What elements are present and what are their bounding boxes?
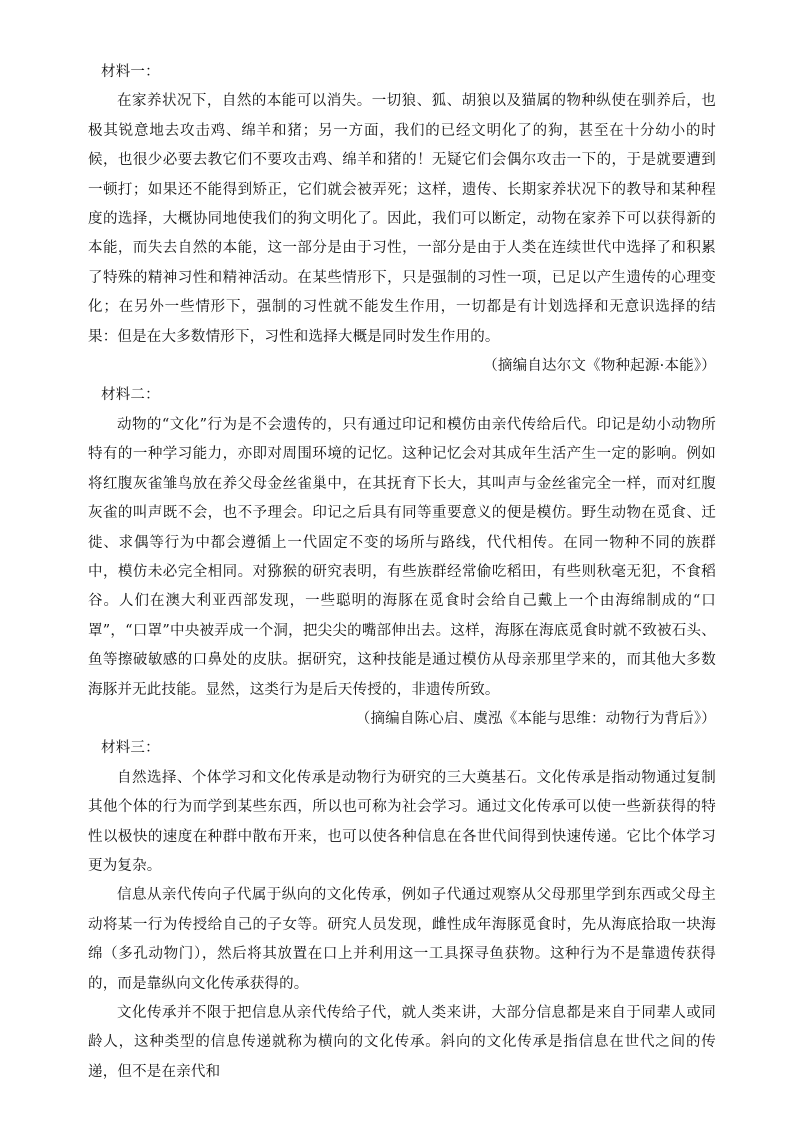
material-3-paragraph-2: 信息从亲代传向子代属于纵向的文化传承，例如子代通过观察从父母那里学到东西或父母主动将某一行为传授给自己的子女等。研究人员发现，雌性成年海豚觅食时，先从海底拾取一块海绵（多孔动物门），然后将其放置在口上并利用这一工具探寻鱼获物。这种行为不是靠遗传获得的，而是靠纵向文化传承获得的。 bbox=[88, 887, 716, 992]
material-1-paragraph: 在家养状况下，自然的本能可以消失。一切狼、狐、胡狼以及猫属的物种纵使在驯养后，也极其锐意地去攻击鸡、绵羊和猪；另一方面，我们的已经文明化了的狗，甚至在十分幼小的时候，也很少必要去教它们不要攻击鸡、绵羊和猪的！无疑它们会偶尔攻击一下的，于是就要遭到一顿打；如果还不能得到矫正，它们就会被弄死；这样，遗传、长期家养状况下的教导和某种程度的选择，大概协同地使我们的狗文明化了。因此，我们可以断定，动物在家养下可以获得新的本能，而失去自然的本能，这一部分是由于习性，一部分是由于人类在连续世代中选择了和积累了特殊的精神习性和精神活动。在某些情形下，只是强制的习性一项，已足以产生遗传的心理变化；在另外一些情形下，强制的习性就不能发生作用，一切都是有计划选择和无意识选择的结果：但是在大多数情形下，习性和选择大概是同时发生作用的。 bbox=[88, 93, 716, 345]
material-2-heading: 材料二： bbox=[101, 387, 160, 404]
material-3-paragraph-1: 自然选择、个体学习和文化传承是动物行为研究的三大奠基石。文化传承是指动物通过复制其他个体的行为而学到某些东西，所以也可称为社会学习。通过文化传承可以使一些新获得的特性以极快的速度在种群中散布开来，也可以使各种信息在各世代间得到快速传递。它比个体学习更为复杂。 bbox=[88, 769, 716, 874]
material-1-citation: （摘编自达尔文《物种起源·本能》） bbox=[483, 358, 716, 375]
material-3-paragraph-3: 文化传承并不限于把信息从亲代传给子代，就人类来讲，大部分信息都是来自于同辈人或同龄人，这种类型的信息传递就称为横向的文化传承。斜向的文化传承是指信息在世代之间的传递，但不是在亲代和 bbox=[88, 1005, 716, 1080]
material-1-heading: 材料一： bbox=[101, 64, 160, 80]
document-body bbox=[88, 58, 716, 1087]
material-2-paragraph: 动物的“文化”行为是不会遗传的，只有通过印记和模仿由亲代传给后代。印记是幼小动物所特有的一种学习能力，亦即对周围环境的记忆。这种记忆会对其成年生活产生一定的影响。例如将红腹灰雀雏鸟放在养父母金丝雀巢中，在其抚育下长大，其叫声与金丝雀完全一样，而对红腹灰雀的叫声既不会，也不予理会。印记之后具有同等重要意义的便是模仿。野生动物在觅食、迁徙、求偶等行为中都会遵循上一代固定不变的场所与路线，代代相传。在同一物种不同的族群中，模仿未必完全相同。对猕猴的研究表明，有些族群经常偷吃稻田，有些则秋毫无犯，不食稻谷。人们在澳大利亚西部发现，一些聪明的海豚在觅食时会给自己戴上一个由海绵制成的“口罩”，“口罩”中央被弄成一个洞，把尖尖的嘴部伸出去。这样，海豚在海底觅食时就不致被石头、鱼等擦破敏感的口鼻处的皮肤。据研究，这种技能是通过模仿从母亲那里学来的，而其他大多数海豚并无此技能。显然，这类行为是后天传授的，非遗传所致。 bbox=[88, 416, 716, 698]
material-2-citation: （摘编自陈心启、虞泓《本能与思维：动物行为背后》） bbox=[355, 710, 716, 727]
material-3-heading: 材料三： bbox=[101, 740, 160, 757]
